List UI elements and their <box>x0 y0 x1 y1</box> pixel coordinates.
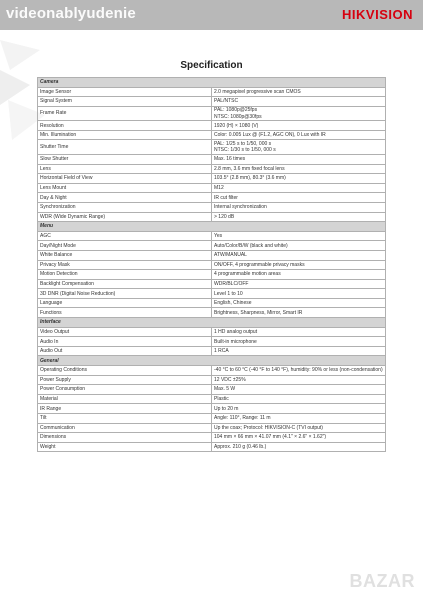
table-row <box>38 366 386 376</box>
spec-value: Up the coax; Protocol: HIKVISION-C (TVI output) <box>212 423 386 433</box>
spec-label: 3D DNR (Digital Noise Reduction) <box>38 289 212 299</box>
table-row <box>38 433 386 443</box>
spec-label: Communication <box>38 423 212 433</box>
table-row <box>38 183 386 193</box>
spec-label: Synchronization <box>38 202 212 212</box>
spec-value: WDR/BLC/OFF <box>212 279 386 289</box>
spec-label: Video Output <box>38 327 212 337</box>
spec-value: Built-in microphone <box>212 337 386 347</box>
spec-value: PAL: 1080p@25fps NTSC: 1080p@30fps <box>212 106 386 121</box>
spec-label: Horizontal Field of View <box>38 174 212 184</box>
section-header <box>38 78 386 88</box>
page-title: Specification <box>180 60 243 71</box>
section-title: Camera <box>38 78 386 88</box>
spec-label: Weight <box>38 442 212 452</box>
spec-label: Privacy Mask <box>38 260 212 270</box>
spec-label: Power Supply <box>38 375 212 385</box>
spec-value: Color: 0.005 Lux @ (F1.2, AGC ON), 0 Lux with IR <box>212 130 386 140</box>
spec-value: M12 <box>212 183 386 193</box>
section-title: General <box>38 356 386 366</box>
spec-value: > 120 dB <box>212 212 386 222</box>
spec-value: Max. 16 times <box>212 154 386 164</box>
spec-label: Image Sensor <box>38 87 212 97</box>
spec-value: ON/OFF, 4 programmable privacy masks <box>212 260 386 270</box>
table-row <box>38 414 386 424</box>
spec-label: Lens <box>38 164 212 174</box>
table-row <box>38 97 386 107</box>
table-row <box>38 241 386 251</box>
spec-label: Language <box>38 298 212 308</box>
spec-label: Dimensions <box>38 433 212 443</box>
spec-value: IR cut filter <box>212 193 386 203</box>
table-row <box>38 250 386 260</box>
spec-value: Approx. 210 g (0.46 lb.) <box>212 442 386 452</box>
spec-value: ATW/MANUAL <box>212 250 386 260</box>
spec-value: Up to 20 m <box>212 404 386 414</box>
table-row <box>38 270 386 280</box>
table-row <box>38 442 386 452</box>
table-row <box>38 423 386 433</box>
table-row <box>38 308 386 318</box>
table-row <box>38 394 386 404</box>
spec-label: Power Consumption <box>38 385 212 395</box>
spec-label: Material <box>38 394 212 404</box>
spec-label: Tilt <box>38 414 212 424</box>
spec-label: Day/Night Mode <box>38 241 212 251</box>
spec-label: Signal System <box>38 97 212 107</box>
spec-value: 2.8 mm, 3.6 mm fixed focal lens <box>212 164 386 174</box>
spec-label: Audio In <box>38 337 212 347</box>
table-row <box>38 375 386 385</box>
table-row <box>38 174 386 184</box>
spec-value: 12 VDC ±25% <box>212 375 386 385</box>
spec-value: Max. 5 W <box>212 385 386 395</box>
spec-label: Audio Out <box>38 346 212 356</box>
table-row <box>38 260 386 270</box>
section-header <box>38 222 386 232</box>
spec-label: Resolution <box>38 121 212 131</box>
table-row <box>38 298 386 308</box>
spec-value: 1920 (H) × 1080 (V) <box>212 121 386 131</box>
spec-label: Operating Conditions <box>38 366 212 376</box>
table-row <box>38 202 386 212</box>
table-row <box>38 385 386 395</box>
spec-value: -40 °C to 60 °C (-40 °F to 140 °F), humidity: 90% or less (non-condensation) <box>212 366 386 376</box>
table-row <box>38 327 386 337</box>
spec-label: WDR (Wide Dynamic Range) <box>38 212 212 222</box>
table-row <box>38 404 386 414</box>
table-row <box>38 231 386 241</box>
spec-value: 1 HD analog output <box>212 327 386 337</box>
spec-label: Day & Night <box>38 193 212 203</box>
table-row <box>38 121 386 131</box>
spec-label: AGC <box>38 231 212 241</box>
table-row <box>38 87 386 97</box>
spec-label: Motion Detection <box>38 270 212 280</box>
header-bar <box>0 0 423 30</box>
table-row <box>38 337 386 347</box>
table-row <box>38 106 386 121</box>
table-row <box>38 289 386 299</box>
spec-value: Plastic <box>212 394 386 404</box>
spec-value: 4 programmable motion areas <box>212 270 386 280</box>
table-row <box>38 346 386 356</box>
spec-value: Angle: 110°, Range: 11 m <box>212 414 386 424</box>
table-row <box>38 164 386 174</box>
table-row <box>38 193 386 203</box>
spec-value: Yes <box>212 231 386 241</box>
spec-label: Backlight Compensation <box>38 279 212 289</box>
watermark-text: videonablyudenie <box>6 5 136 22</box>
section-title: Menu <box>38 222 386 232</box>
spec-table <box>37 77 386 452</box>
spec-value: Auto/Color/B/W (black and white) <box>212 241 386 251</box>
spec-label: Shutter Time <box>38 140 212 155</box>
spec-label: Frame Rate <box>38 106 212 121</box>
spec-value: PAL: 1/25 s to 1/50, 000 s NTSC: 1/30 s to 1/50, 000 s <box>212 140 386 155</box>
spec-value: Level 1 to 10 <box>212 289 386 299</box>
spec-value: 104 mm × 66 mm × 41.07 mm (4.1" × 2.6" × 1.62") <box>212 433 386 443</box>
spec-label: Lens Mount <box>38 183 212 193</box>
spec-value: Brightness, Sharpness, Mirror, Smart IR <box>212 308 386 318</box>
section-header <box>38 318 386 328</box>
spec-label: White Balance <box>38 250 212 260</box>
spec-value: 103.5° (2.8 mm), 80.3° (3.6 mm) <box>212 174 386 184</box>
table-row <box>38 130 386 140</box>
table-row <box>38 212 386 222</box>
spec-label: Min. Illumination <box>38 130 212 140</box>
table-row <box>38 140 386 155</box>
spec-label: Slow Shutter <box>38 154 212 164</box>
spec-label: IR Range <box>38 404 212 414</box>
table-row <box>38 154 386 164</box>
spec-value: Internal synchronization <box>212 202 386 212</box>
spec-label: Functions <box>38 308 212 318</box>
spec-value: 1 RCA <box>212 346 386 356</box>
brand-logo: HIKVISION <box>342 7 413 22</box>
section-header <box>38 356 386 366</box>
spec-value: 2.0 megapixel progressive scan CMOS <box>212 87 386 97</box>
spec-value: English, Chinese <box>212 298 386 308</box>
section-title: Interface <box>38 318 386 328</box>
table-row <box>38 279 386 289</box>
spec-value: PAL/NTSC <box>212 97 386 107</box>
watermark-logo: BAZAR <box>349 571 415 591</box>
